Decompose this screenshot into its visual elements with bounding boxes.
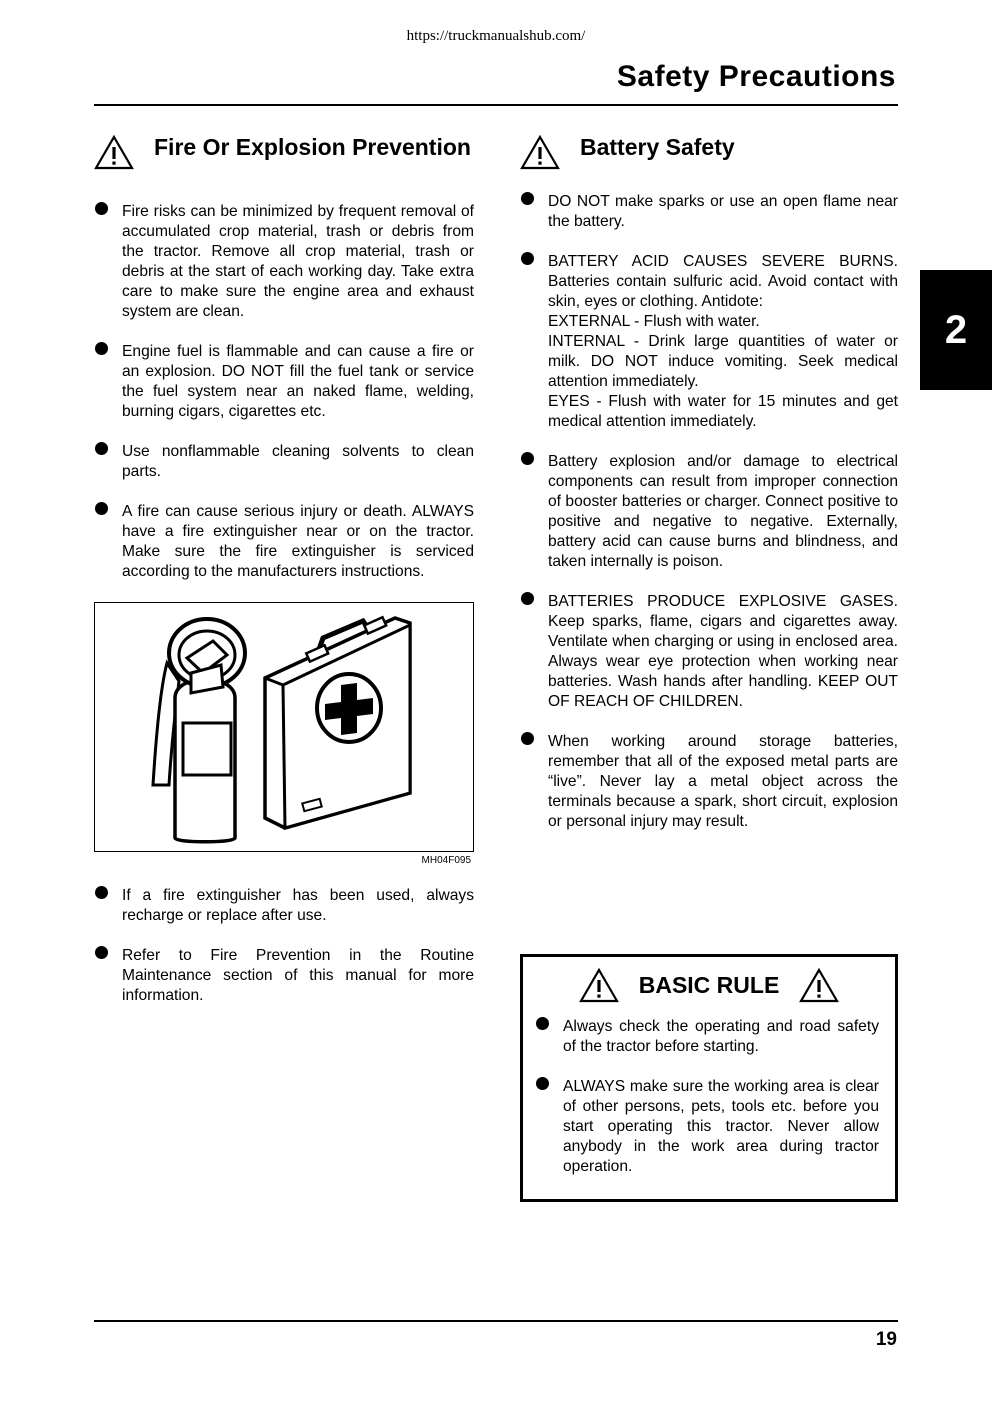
header-divider	[94, 104, 898, 106]
figure-code: MH04F095	[421, 855, 471, 866]
fire-section	[94, 134, 474, 1026]
footer-divider	[94, 1320, 898, 1322]
warning-icon	[94, 134, 134, 170]
source-url[interactable]: https://truckmanualshub.com/	[406, 28, 586, 44]
list-item: Fire risks can be minimized by frequent removal of accumulated crop material, trash or debris from the tractor. Remove all crop material, trash or debris at the start of each working day. Take extra care to make sure the engine area and exhaust system are clean.	[94, 202, 474, 322]
battery-bullet-list	[520, 192, 898, 832]
fire-section-title: Fire Or Explosion Prevention	[154, 134, 471, 160]
list-item: If a fire extinguisher has been used, always recharge or replace after use.	[94, 886, 474, 926]
basic-rule-title: BASIC RULE	[638, 971, 780, 998]
warning-icon	[799, 967, 839, 1003]
fire-bullet-list	[94, 202, 474, 582]
fire-section-header	[94, 134, 474, 170]
list-item: DO NOT make sparks or use an open flame near the battery.	[520, 192, 898, 232]
page-title: Safety Precautions	[616, 60, 896, 93]
list-item: A fire can cause serious injury or death. ALWAYS have a fire extinguisher near or on the tractor. Make sure the fire extinguisher is serviced according to the manufacturers instructions.	[94, 502, 474, 582]
page-number: 19	[875, 1329, 897, 1350]
list-item: Engine fuel is flammable and can cause a fire or an explosion. DO NOT fill the fuel tank or service the fuel system near an naked flame, welding, burning cigars, cigarettes etc.	[94, 342, 474, 422]
basic-rule-bullet-list	[535, 1017, 879, 1177]
battery-section-header	[520, 134, 898, 170]
list-item: BATTERIES PRODUCE EXPLOSIVE GASES. Keep sparks, flame, cigars and cigarettes away. Ventilate when charging or using in enclosed area. Always wear eye protection when working near batteries. Wash hands after handling. KEEP OUT OF REACH OF CHILDREN.	[520, 592, 898, 712]
list-item: BATTERY ACID CAUSES SEVERE BURNS. Batteries contain sulfuric acid. Avoid contact with skin, eyes or clothing. Antidote: EXTERNAL - Flush with water. INTERNAL - Drink large quantities of water or milk. DO NOT induce vomiting. Seek medical attention immediately. EYES - Flush with water for 15 minutes and get medical attention immediately.	[520, 252, 898, 432]
basic-rule-box	[520, 954, 898, 1202]
fire-equipment-figure	[94, 602, 474, 852]
list-item: Use nonflammable cleaning solvents to clean parts.	[94, 442, 474, 482]
battery-section	[520, 134, 898, 852]
warning-icon	[520, 134, 560, 170]
list-item: Battery explosion and/or damage to electrical components can result from improper connection of booster batteries or charger. Connect positive to positive and negative to negative. Externally, battery acid can cause burns and blindness, and taken internally is poison.	[520, 452, 898, 572]
fire-extinguisher-and-first-aid-kit-illustration	[95, 603, 475, 853]
basic-rule-header	[523, 967, 895, 1003]
fire-bullet-list-after-figure	[94, 886, 474, 1006]
warning-icon	[579, 967, 619, 1003]
list-item: ALWAYS make sure the working area is clear of other persons, pets, tools etc. before you start operating this tractor. Never allow anybody in the work area during tractor operation.	[535, 1077, 879, 1177]
chapter-tab: 2	[920, 270, 992, 390]
list-item: When working around storage batteries, remember that all of the exposed metal parts are “live”. Never lay a metal object across the terminals because a spark, short circuit, explosion or personal injury may result.	[520, 732, 898, 832]
list-item: Refer to Fire Prevention in the Routine Maintenance section of this manual for more information.	[94, 946, 474, 1006]
battery-section-title: Battery Safety	[580, 134, 735, 160]
list-item: Always check the operating and road safety of the tractor before starting.	[535, 1017, 879, 1057]
